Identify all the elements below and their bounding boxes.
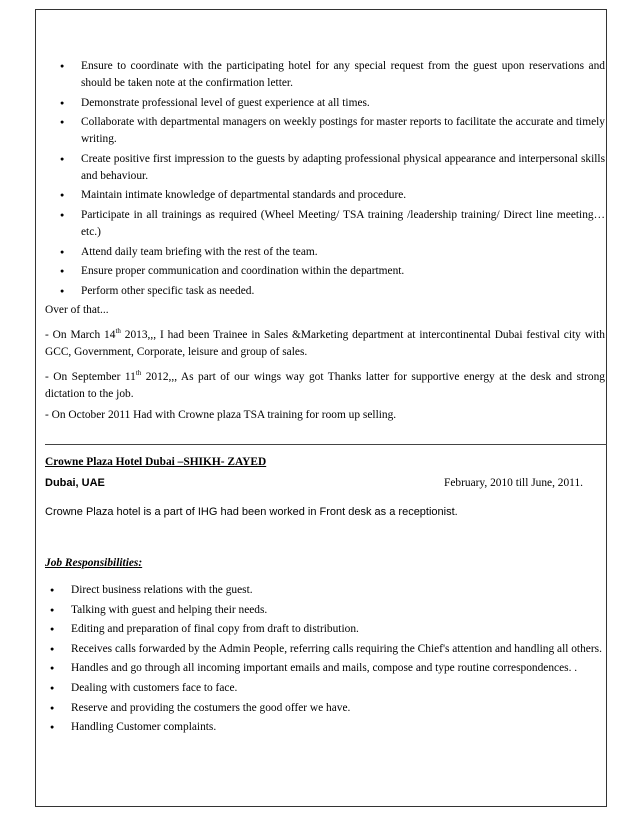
list-item: ● Create positive first impression to the guests by adapting professional physical appearance and interpersonal skills and behaviour. <box>45 151 605 185</box>
list-item: ● Receives calls forwarded by the Admin People, referring calls requiring the Chief's attention and handling all others. <box>45 641 605 658</box>
list-item: ● Demonstrate professional level of guest experience at all times. <box>45 95 605 112</box>
top-content <box>45 58 605 427</box>
list-item: ● Perform other specific task as needed. <box>45 283 605 300</box>
list-item: ● Dealing with customers face to face. <box>45 680 605 697</box>
job-dates: February, 2010 till June, 2011. <box>444 477 583 489</box>
list-item: ● Handling Customer complaints. <box>45 719 605 736</box>
list-item: ● Talking with guest and helping their needs. <box>45 602 605 619</box>
job-section <box>45 454 605 739</box>
company-name: Crowne Plaza Hotel Dubai –SHIKH- ZAYED <box>45 456 267 468</box>
list-item: ● Handles and go through all incoming important emails and mails, compose and type routine correspondences. . <box>45 660 605 677</box>
job-location: Dubai, UAE <box>45 477 105 489</box>
achievement-paragraph: - On October 2011 Had with Crowne plaza TSA training for room up selling. <box>45 408 397 421</box>
responsibilities-list <box>45 582 605 736</box>
achievement-paragraph: - On March 14th 2013,,, I had been Trainee in Sales &Marketing department at intercontinental Dubai festival city with GCC, Government, Corporate, leisure and group of sales. <box>45 327 605 359</box>
section-divider <box>45 444 607 445</box>
duties-list <box>45 58 605 300</box>
list-item: ● Maintain intimate knowledge of departmental standards and procedure. <box>45 187 605 204</box>
job-summary: Crowne Plaza hotel is a part of IHG had been worked in Front desk as a receptionist. <box>45 506 458 518</box>
list-item: ● Attend daily team briefing with the rest of the team. <box>45 244 605 261</box>
list-item: ● Direct business relations with the guest. <box>45 582 605 599</box>
list-item: ● Collaborate with departmental managers on weekly postings for master reports to facilitate the accurate and timely writing. <box>45 114 605 148</box>
list-item: ● Participate in all trainings as required (Wheel Meeting/ TSA training /leadership training/ Direct line meeting…etc.) <box>45 207 605 241</box>
list-item: ● Reserve and providing the costumers the good offer we have. <box>45 700 605 717</box>
list-item: ● Ensure proper communication and coordination within the department. <box>45 263 605 280</box>
over-heading: Over of that... <box>45 304 109 317</box>
achievement-paragraph: - On September 11th 2012,,, As part of our wings way got Thanks latter for supportive energy at the desk and strong dictation to the job. <box>45 369 606 400</box>
job-meta-row <box>45 475 605 492</box>
list-item: ● Editing and preparation of final copy from draft to distribution. <box>45 621 605 638</box>
responsibilities-heading: Job Responsibilities: <box>45 557 143 569</box>
list-item: ● Ensure to coordinate with the participating hotel for any special request from the guest upon reservations and should be taken note at the confirmation letter. <box>45 58 605 92</box>
